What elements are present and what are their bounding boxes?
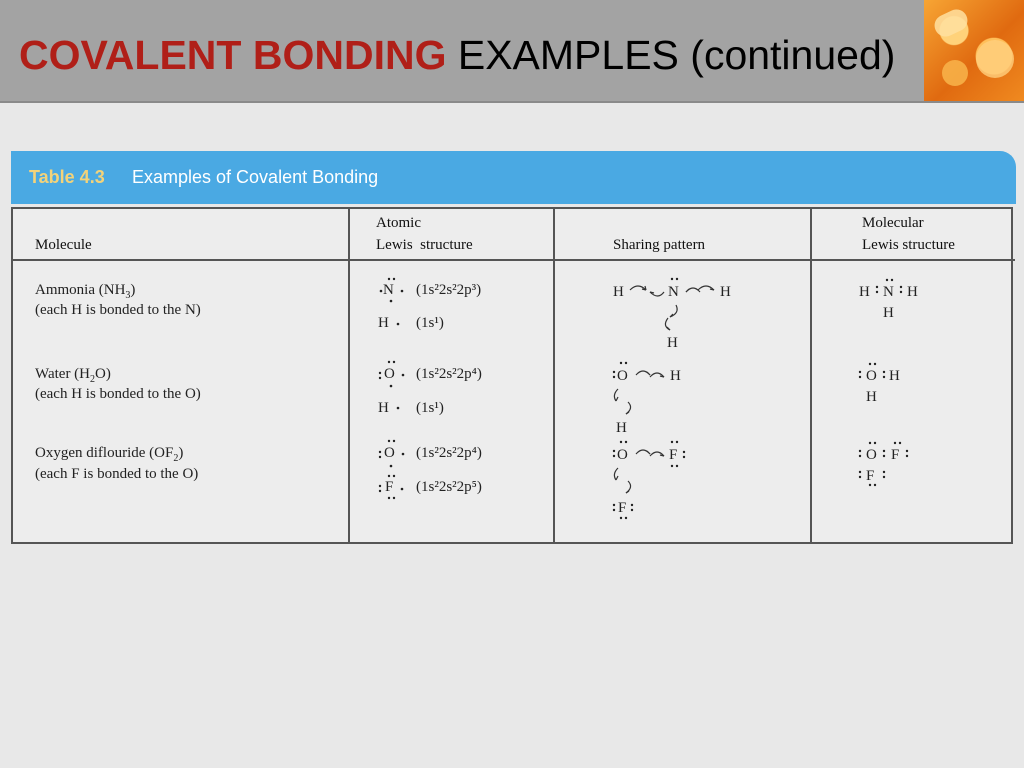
atom-symbol: F [891,447,900,463]
header-molecule: Molecule [35,237,92,253]
electron-config: (1s¹) [416,315,444,331]
electron-config: (1s²2s²2p⁴) [416,366,482,382]
electron-config: (1s²2s²2p⁴) [416,445,482,461]
atom-symbol: O [866,368,877,384]
table-number: Table 4.3 [29,167,105,187]
atomic-symbol: H [378,315,389,331]
atomic-symbol: H [378,400,389,416]
molecule-note: (each F is bonded to the O) [35,466,199,482]
atom-symbol: F [669,447,678,463]
atom-symbol: H [883,305,894,321]
electron-config: (1s²2s²2p⁵) [416,479,482,495]
atom-symbol: H [859,284,870,300]
header-atomic-line1: Atomic [376,215,421,231]
header-atomic-line2: Lewis structure [376,237,473,253]
molecule-name: Oxygen diflouride $(OF_2)$ [35,445,184,464]
sharing-dots [613,278,908,519]
sharing-arrows [614,286,714,493]
atom-symbol: F [618,500,627,516]
atom-symbol: N [883,284,894,300]
title-highlight: COVALENT BONDING [19,32,447,78]
atom-symbol: O [866,447,877,463]
atom-symbol: O [617,368,628,384]
header-sharing: Sharing pattern [613,237,706,253]
molecule-name: Ammonia $(NH_3)$ [35,282,136,301]
atom-symbol: H [889,368,900,384]
molecule-name: Water $(H_2O)$ [35,366,111,385]
atom-symbol: H [670,368,681,384]
electron-config: (1s¹) [416,400,444,416]
atom-symbol: H [613,284,624,300]
atom-symbol: H [866,389,877,405]
atomic-symbol: N [383,282,394,298]
atomic-symbol: O [384,366,395,382]
atom-symbol: N [668,284,679,300]
header-molecular-line1: Molecular [862,215,924,231]
title-rest: EXAMPLES (continued) [446,32,896,78]
atom-symbol: H [907,284,918,300]
atomic-symbol: O [384,445,395,461]
header-molecular-line2: Lewis structure [862,237,955,253]
molecule-note: (each H is bonded to the O) [35,386,201,402]
atomic-symbol: F [385,479,394,495]
table-caption: Examples of Covalent Bonding [132,167,379,187]
atom-symbol: H [616,420,627,436]
atom-symbol: H [667,335,678,351]
electron-config: (1s²2s²2p³) [416,282,482,298]
sharing-symbols [613,284,918,516]
atom-symbol: F [866,468,875,484]
atom-symbol: O [617,447,628,463]
molecule-note: (each H is bonded to the N) [35,302,201,318]
atom-symbol: H [720,284,731,300]
